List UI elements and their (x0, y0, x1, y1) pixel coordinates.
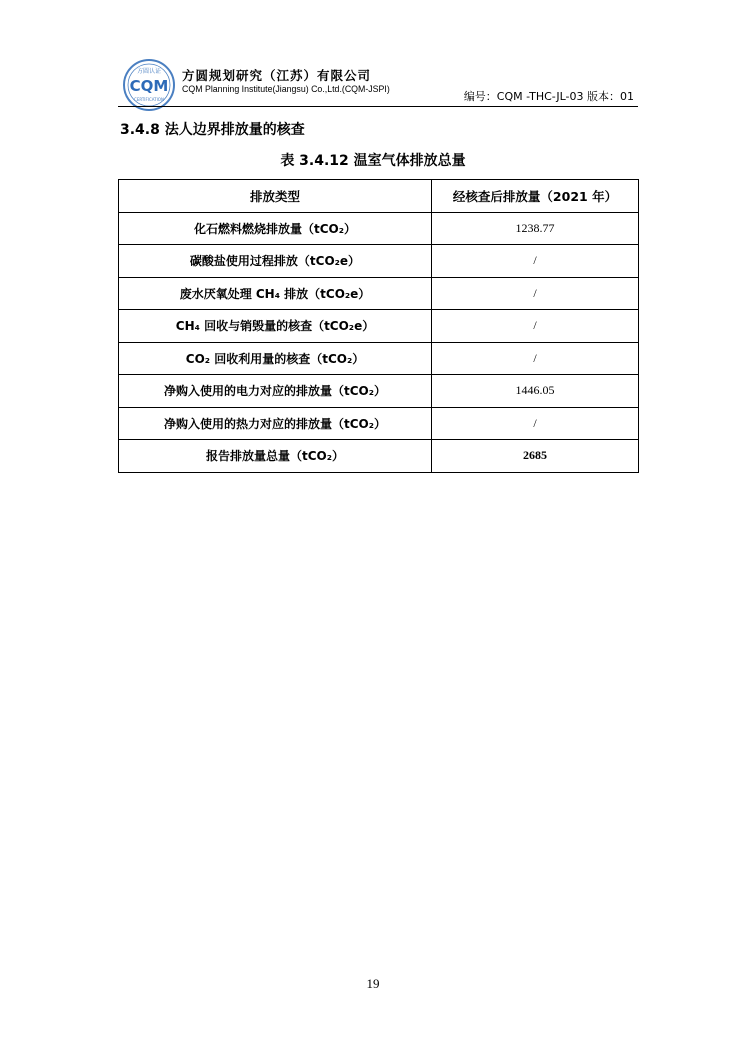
emission-type: 废水厌氧处理 CH₄ 排放（tCO₂e） (119, 277, 432, 310)
table-title: 表 3.4.12 温室气体排放总量 (280, 153, 466, 169)
emission-type: CH₄ 回收与销毁量的核查（tCO₂e） (119, 310, 432, 343)
emission-type: 化石燃料燃烧排放量（tCO₂） (119, 212, 432, 245)
table-row (119, 310, 639, 343)
emission-type: 净购入使用的电力对应的排放量（tCO₂） (119, 375, 432, 408)
table-row (119, 212, 639, 245)
table-row (119, 277, 639, 310)
table-header-row (119, 180, 639, 213)
emission-type: 净购入使用的热力对应的排放量（tCO₂） (119, 407, 432, 440)
emissions-table (118, 179, 639, 473)
header-divider (118, 106, 638, 107)
table-row (119, 342, 639, 375)
table-row (119, 407, 639, 440)
emission-type: 报告排放量总量（tCO₂） (119, 440, 432, 473)
logo-top-text: 方圆认证 (136, 68, 162, 75)
emission-value: / (432, 277, 639, 310)
logo-mark-text: CQM (129, 77, 169, 95)
emission-value: / (432, 310, 639, 343)
emission-type: 碳酸盐使用过程排放（tCO₂e） (119, 245, 432, 278)
emission-type: CO₂ 回收利用量的核查（tCO₂） (119, 342, 432, 375)
emission-value: / (432, 245, 639, 278)
page-number: 19 (366, 976, 380, 991)
emission-value: 1446.05 (432, 375, 639, 408)
cqm-logo (122, 58, 176, 112)
emission-value: / (432, 407, 639, 440)
emission-value: 1238.77 (432, 212, 639, 245)
company-name-en: CQM Planning Institute(Jiangsu) Co.,Ltd.(CQM-JSPI) (182, 84, 390, 94)
document-number: 编号：CQM -THC-JL-03 版本：01 (463, 90, 634, 103)
company-name-cn: 方圆规划研究（江苏）有限公司 (182, 68, 372, 83)
emission-total-value: 2685 (432, 440, 639, 473)
table-row (119, 245, 639, 278)
column-header: 排放类型 (119, 180, 432, 213)
emission-value: / (432, 342, 639, 375)
column-header: 经核查后排放量（2021 年） (432, 180, 639, 213)
table-row (119, 375, 639, 408)
logo-bottom-text: CERTIFICATION (134, 97, 164, 102)
table-row-total (119, 440, 639, 473)
section-heading: 3.4.8 法人边界排放量的核查 (120, 122, 305, 138)
